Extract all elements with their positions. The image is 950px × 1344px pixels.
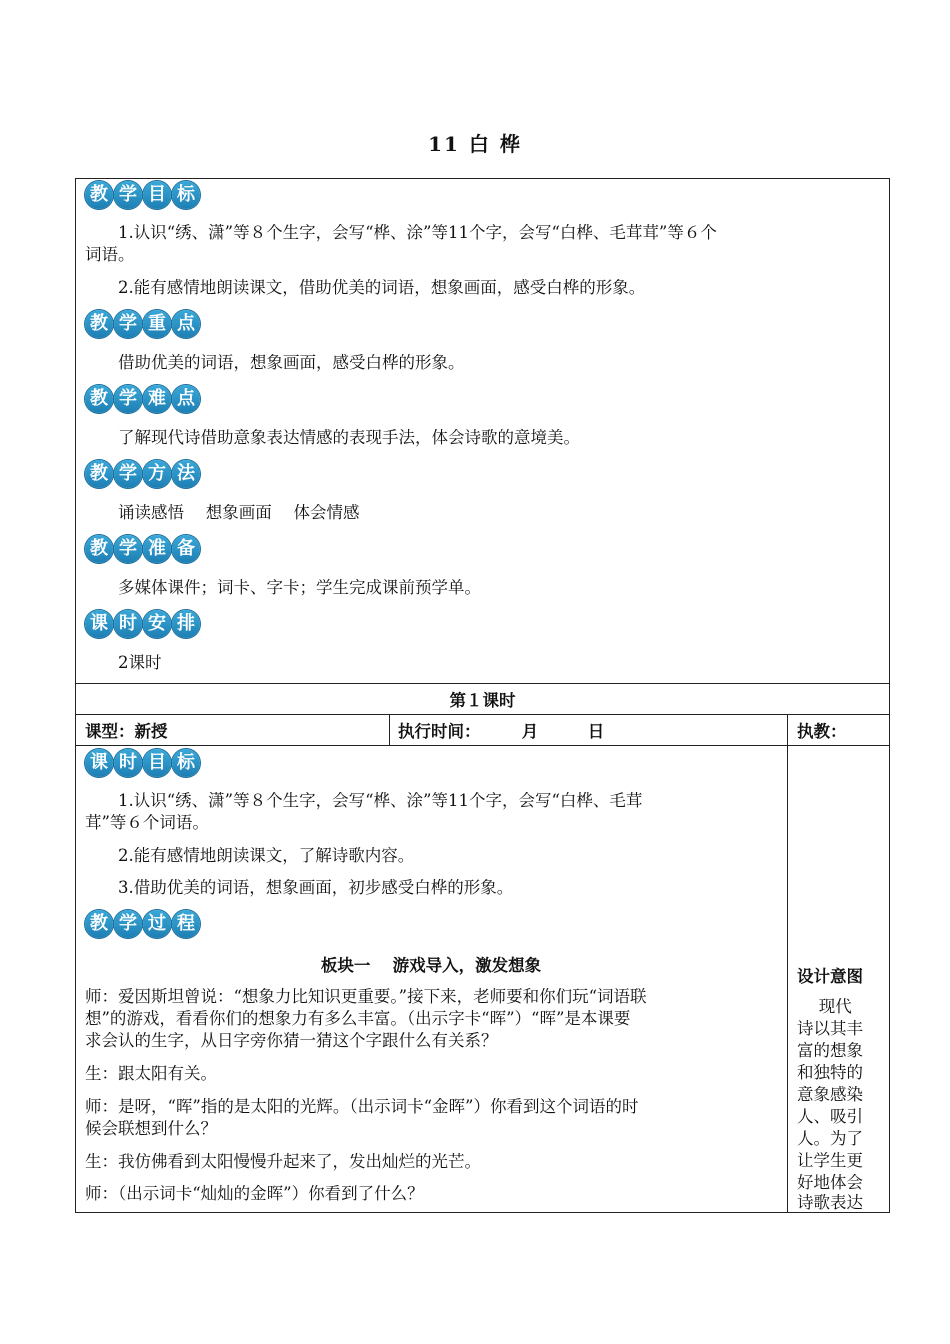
badge-char: 备: [172, 535, 200, 563]
badge-char: 时: [114, 749, 142, 777]
lesson-goal-1-line-2: 茸”等６个词语。: [85, 813, 209, 832]
lesson-type: 课型：新授: [85, 722, 168, 741]
badge-char: 程: [172, 910, 200, 938]
badge-char: 法: [172, 460, 200, 488]
design-line: 人。为了: [797, 1129, 863, 1148]
badge-char: 课: [85, 610, 113, 638]
divider: [787, 745, 788, 1213]
badge-char: 目: [143, 181, 171, 209]
badge-char: 学: [114, 910, 142, 938]
method-text: 诵读感悟 想象画面 体会情感: [118, 503, 360, 522]
design-line: 诗歌表达: [797, 1193, 863, 1212]
page-title: 11 白 桦: [428, 132, 522, 156]
preparation-text: 多媒体课件；词卡、字卡；学生完成课前预学单。: [118, 578, 481, 597]
badge-char: 过: [143, 910, 171, 938]
badge-char: 教: [85, 181, 113, 209]
badge-difficulty: [85, 385, 201, 413]
schedule-text: 2课时: [118, 653, 162, 672]
badge-char: 教: [85, 385, 113, 413]
teacher-label: 执教：: [797, 722, 847, 741]
dialog-line: 师：爱因斯坦曾说：“想象力比知识更重要。”接下来，老师要和你们玩“词语联: [85, 987, 647, 1006]
badge-char: 教: [85, 535, 113, 563]
badge-char: 准: [143, 535, 171, 563]
badge-teaching-goals: [85, 181, 201, 209]
lesson-heading: 第１课时: [449, 691, 516, 710]
design-line: 诗以其丰: [797, 1019, 863, 1038]
badge-lesson-goals: [85, 749, 201, 777]
design-line: 人、吸引: [797, 1107, 863, 1126]
badge-teaching-process: [85, 910, 201, 938]
dialog-line: 求会认的生字，从日字旁你猜一猜这个字跟什么有关系？: [85, 1031, 498, 1050]
dialog-line: 师：（出示词卡“灿灿的金晖”）你看到了什么？: [85, 1184, 424, 1203]
badge-char: 重: [143, 310, 171, 338]
badge-char: 学: [114, 535, 142, 563]
design-line: 现代: [797, 997, 852, 1016]
badge-char: 学: [114, 385, 142, 413]
badge-char: 教: [85, 460, 113, 488]
dialog-line: 想”的游戏，看看你们的想象力有多么丰富。（出示字卡“晖”）“晖”是本课要: [85, 1009, 631, 1028]
execution-time: 执行时间： 月 日: [398, 722, 605, 741]
badge-char: 难: [143, 385, 171, 413]
badge-schedule: [85, 610, 201, 638]
design-line: 富的想象: [797, 1041, 863, 1060]
dialog-line: 生：我仿佛看到太阳慢慢升起来了，发出灿烂的光芒。: [85, 1152, 481, 1171]
badge-char: 标: [172, 181, 200, 209]
badge-char: 学: [114, 310, 142, 338]
design-line: 和独特的: [797, 1063, 863, 1082]
badge-char: 方: [143, 460, 171, 488]
badge-char: 点: [172, 310, 200, 338]
lesson-goal-2: 2.能有感情地朗读课文，了解诗歌内容。: [118, 846, 415, 865]
badge-char: 点: [172, 385, 200, 413]
dialog-line: 候会联想到什么？: [85, 1119, 217, 1138]
divider: [389, 714, 390, 746]
badge-char: 标: [172, 749, 200, 777]
key-point-text: 借助优美的词语，想象画面，感受白桦的形象。: [118, 353, 465, 372]
badge-char: 学: [114, 181, 142, 209]
difficulty-text: 了解现代诗借助意象表达情感的表现手法，体会诗歌的意境美。: [118, 428, 580, 447]
design-line: 好地体会: [797, 1173, 863, 1192]
block-title: 板块一 游戏导入，激发想象: [320, 956, 542, 975]
design-intent-title: 设计意图: [797, 967, 863, 986]
badge-char: 教: [85, 910, 113, 938]
goal-1-line-1: 1.认识“绣、潇”等８个生字，会写“桦、涂”等11个字，会写“白桦、毛茸茸”等６个: [118, 223, 717, 242]
badge-preparation: [85, 535, 201, 563]
badge-method: [85, 460, 201, 488]
badge-char: 目: [143, 749, 171, 777]
design-line: 让学生更: [797, 1151, 863, 1170]
goal-2: 2.能有感情地朗读课文，借助优美的词语，想象画面，感受白桦的形象。: [118, 278, 646, 297]
badge-char: 时: [114, 610, 142, 638]
badge-char: 课: [85, 749, 113, 777]
badge-char: 排: [172, 610, 200, 638]
lesson-goal-1-line-1: 1.认识“绣、潇”等８个生字，会写“桦、涂”等11个字，会写“白桦、毛茸: [118, 791, 643, 810]
goal-1-line-2: 词语。: [85, 245, 135, 264]
badge-char: 教: [85, 310, 113, 338]
badge-key-points: [85, 310, 201, 338]
lesson-goal-3: 3.借助优美的词语，想象画面，初步感受白桦的形象。: [118, 878, 514, 897]
badge-char: 学: [114, 460, 142, 488]
dialog-line: 师：是呀，“晖”指的是太阳的光辉。（出示词卡“金晖”）你看到这个词语的时: [85, 1097, 639, 1116]
divider: [787, 714, 788, 746]
dialog-line: 生：跟太阳有关。: [85, 1064, 217, 1083]
design-line: 意象感染: [797, 1085, 863, 1104]
badge-char: 安: [143, 610, 171, 638]
